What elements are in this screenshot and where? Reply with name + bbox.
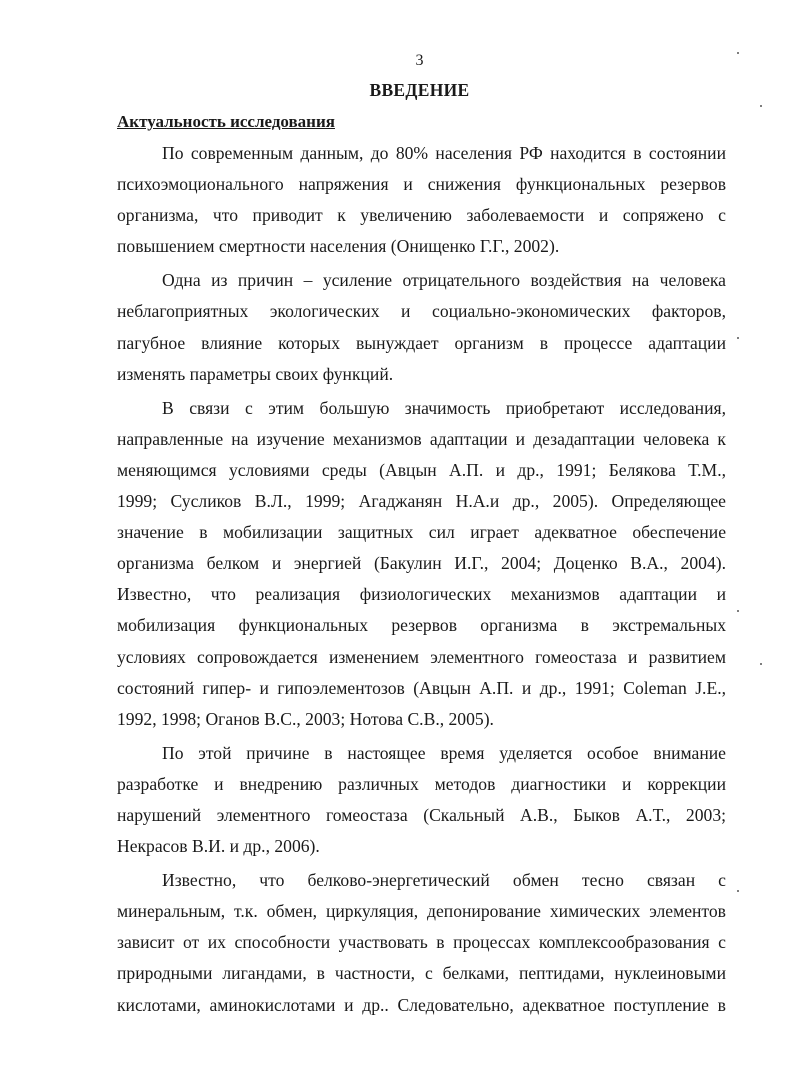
text-line: направленные на изучение механизмов адаптации и дезадаптации человека к <box>117 428 726 449</box>
paragraph <box>117 138 726 262</box>
body-text <box>117 138 726 1021</box>
scan-speck <box>760 663 762 665</box>
text-line: Одна из причин – усиление отрицательного воздействия на человека <box>162 270 726 291</box>
text-line: организма, что приводит к увеличению заболеваемости и сопряжено с <box>117 205 726 226</box>
text-line: Известно, что белково-энергетический обмен тесно связан с <box>162 870 726 891</box>
paragraph <box>117 265 726 389</box>
text-line: По этой причине в настоящее время уделяется особое внимание <box>162 742 726 763</box>
text-line: 1992, 1998; Оганов В.С., 2003; Нотова С.В., 2005). <box>117 708 494 729</box>
text-line: Известно, что реализация физиологических механизмов адаптации и <box>117 584 726 605</box>
section-heading: Актуальность исследования <box>117 112 335 131</box>
text-line: повышением смертности населения (Онищенко Г.Г., 2002). <box>117 236 560 257</box>
text-line: нарушений элементного гомеостаза (Скальный А.В., Быков А.Т., 2003; <box>117 804 726 825</box>
scan-speck <box>737 890 739 892</box>
text-line: условиях сопровождается изменением элементного гомеостаза и развитием <box>117 646 726 667</box>
text-line: организма белком и энергией (Бакулин И.Г., 2004; Доценко В.А., 2004). <box>117 553 726 574</box>
text-line: состояний гипер- и гипоэлементозов (Авцын А.П. и др., 1991; Coleman J.E., <box>117 677 726 698</box>
paragraph <box>117 738 726 862</box>
text-line: изменять параметры своих функций. <box>117 363 394 384</box>
paragraph <box>117 393 726 735</box>
scan-speck <box>737 337 739 339</box>
text-line: значение в мобилизации защитных сил играет адекватное обеспечение <box>117 522 726 543</box>
text-line: мобилизация функциональных резервов организма в экстремальных <box>117 615 726 636</box>
text-line: минеральным, т.к. обмен, циркуляция, депонирование химических элементов <box>117 901 726 922</box>
text-line: 1999; Сусликов В.Л., 1999; Агаджанян Н.А.и др., 2005). Определяющее <box>117 491 726 512</box>
text-line: зависит от их способности участвовать в процессах комплексообразования с <box>117 932 726 953</box>
text-line: Некрасов В.И. и др., 2006). <box>117 836 320 857</box>
text-line: психоэмоционального напряжения и снижения функциональных резервов <box>117 174 726 195</box>
text-line: кислотами, аминокислотами и др.. Следовательно, адекватное поступление в <box>117 994 726 1015</box>
page-number: 3 <box>415 52 424 69</box>
text-line: природными лигандами, в частности, с белками, пептидами, нуклеиновыми <box>117 963 726 984</box>
text-line: неблагоприятных экологических и социально-экономических факторов, <box>117 301 726 322</box>
text-line: пагубное влияние которых вынуждает организм в процессе адаптации <box>117 332 726 353</box>
scan-speck <box>737 610 739 612</box>
page-title: ВВЕДЕНИЕ <box>369 80 470 100</box>
text-line: разработке и внедрению различных методов диагностики и коррекции <box>117 773 726 794</box>
scan-speck <box>760 105 762 107</box>
paragraph <box>117 865 726 1020</box>
scan-speck <box>737 52 739 54</box>
text-line: В связи с этим большую значимость приобретают исследования, <box>162 397 726 418</box>
text-line: По современным данным, до 80% населения РФ находится в состоянии <box>162 143 726 163</box>
text-line: меняющимся условиями среды (Авцын А.П. и др., 1991; Белякова Т.М., <box>117 459 726 480</box>
